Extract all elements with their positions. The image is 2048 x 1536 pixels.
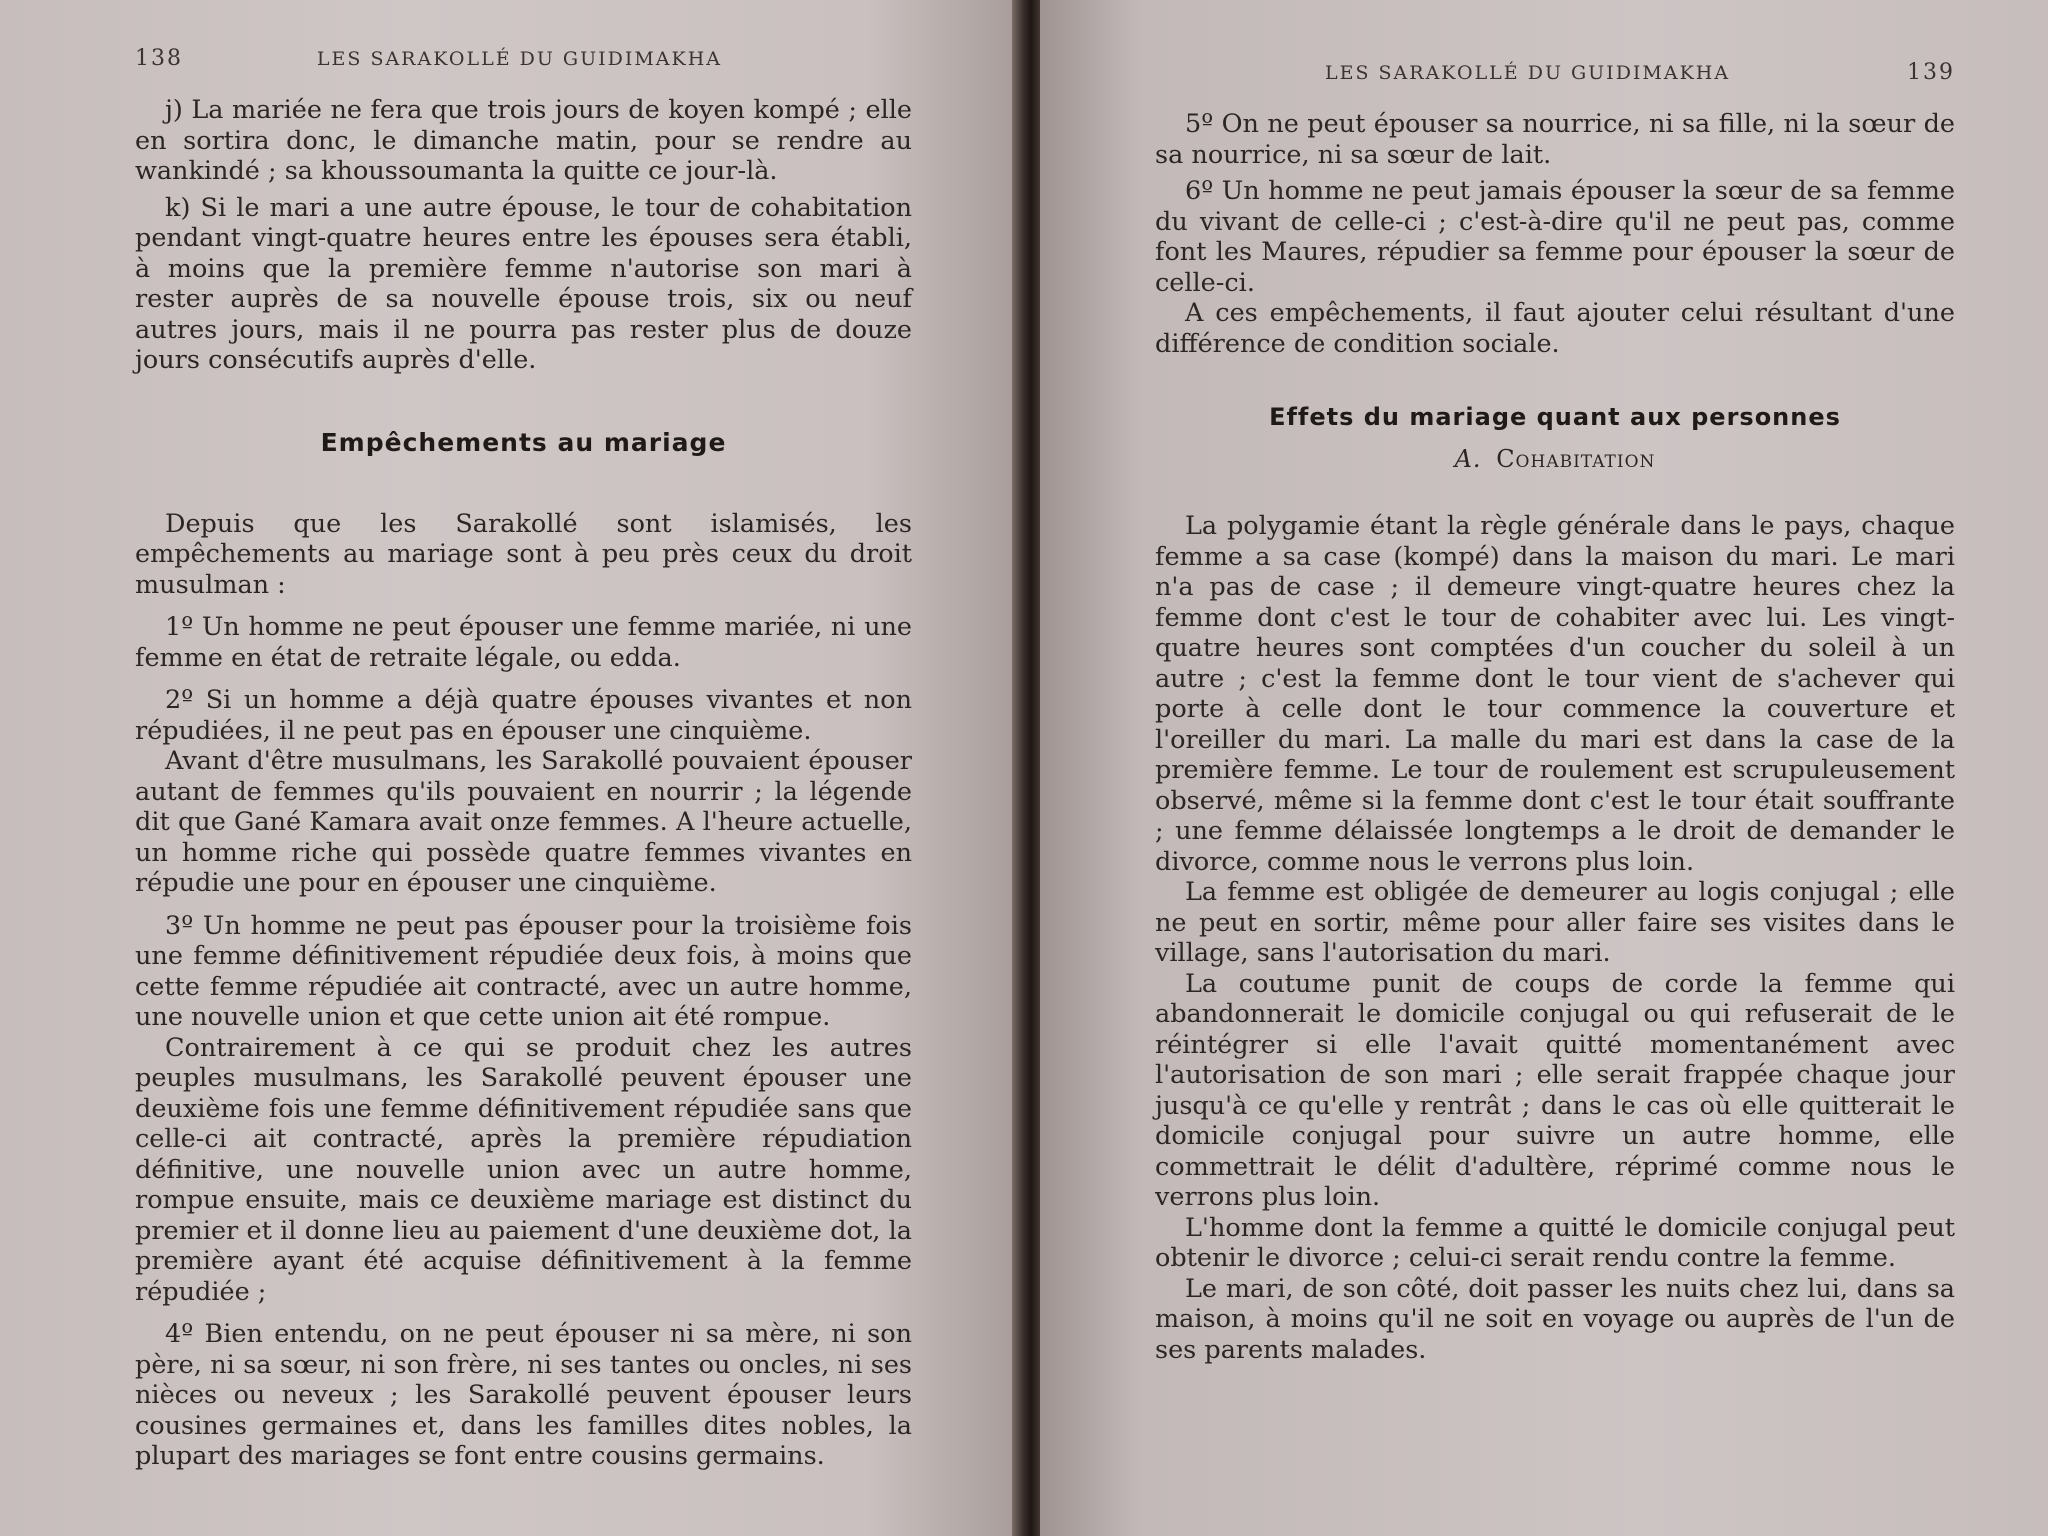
right-page	[1040, 0, 2048, 1536]
paragraph: La femme est obligée de demeurer au logis conjugal ; elle ne peut en sortir, même pour aller faire ses visites dans le village, sans l'autorisation du mari.	[1155, 877, 1955, 968]
section-heading: Empêchements au mariage	[320, 427, 727, 457]
right-page-number: 139	[1907, 60, 1955, 85]
subsection-letter: A.	[1454, 445, 1482, 473]
left-page	[0, 0, 1022, 1536]
paragraph: Contrairement à ce qui se produit chez les autres peuples musulmans, les Sarakollé peuvent épouser une deuxième fois une femme définitivement répudiée sans que celle-ci ait contracté, après la première répudiation définitive, une nouvelle union avec un autre homme, rompue ensuite, mais ce deuxième mariage est distinct du premier et il donne lieu au paiement d'une deuxième dot, la première ayant été acquise définitivement à la femme répudiée ;	[135, 1032, 912, 1307]
paragraph: La coutume punit de coups de corde la femme qui abandonnerait le domicile conjugal ou qui refuserait de le réintégrer si elle l'avait quitté momentanément avec l'autorisation de son mari ; elle serait frappée chaque jour jusqu'à ce qu'elle y rentrât ; dans le cas où elle quitterait le domicile conjugal pour suivre un autre homme, elle commettrait le délit d'adultère, réprimé comme nous le verrons plus loin.	[1155, 968, 1955, 1212]
section-heading: Effets du mariage quant aux personnes	[1269, 403, 1841, 431]
paragraph: j) La mariée ne fera que trois jours de koyen kompé ; elle en sortira donc, le dimanche matin, pour se rendre au wankindé ; sa khoussoumanta la quitte ce jour-là.	[135, 95, 912, 186]
paragraph: Depuis que les Sarakollé sont islamisés, les empêchements au mariage sont à peu près ceux du droit musulman :	[135, 508, 912, 600]
paragraph: 4º Bien entendu, on ne peut épouser ni sa mère, ni son père, ni sa sœur, ni son frère, ni ses tantes ou oncles, ni ses nièces ou neveux ; les Sarakollé peuvent épouser leurs cousines germaines et, dans les familles dites nobles, la plupart des mariages se font entre cousins germains.	[135, 1319, 912, 1471]
left-running-title: LES SARAKOLLÉ DU GUIDIMAKHA	[316, 48, 722, 70]
right-running-title: LES SARAKOLLÉ DU GUIDIMAKHA	[1325, 62, 1731, 84]
left-running-head	[135, 46, 912, 71]
paragraph: 3º Un homme ne peut pas épouser pour la troisième fois une femme définitivement répudiée deux fois, à moins que cette femme répudiée ait contracté, avec un autre homme, une nouvelle union et que cette union ait été rompue.	[135, 910, 912, 1032]
subsection-heading	[1155, 445, 1955, 473]
paragraph: Avant d'être musulmans, les Sarakollé pouvaient épouser autant de femmes qu'ils pouvaient en nourrir ; la légende dit que Gané Kamara avait onze femmes. A l'heure actuelle, un homme riche qui possède quatre femmes vivantes en répudie une pour en épouser une cinquième.	[135, 746, 912, 898]
paragraph: 5º On ne peut épouser sa nourrice, ni sa fille, ni la sœur de sa nourrice, ni sa sœur de lait.	[1155, 109, 1955, 170]
paragraph: A ces empêchements, il faut ajouter celui résultant d'une différence de condition sociale.	[1155, 298, 1955, 359]
right-running-head	[1155, 60, 1955, 85]
paragraph: 1º Un homme ne peut épouser une femme mariée, ni une femme en état de retraite légale, ou edda.	[135, 612, 912, 673]
paragraph: k) Si le mari a une autre épouse, le tour de cohabitation pendant vingt-quatre heures entre les épouses sera établi, à moins que la première femme n'autorise son mari à rester auprès de sa nouvelle épouse trois, six ou neuf autres jours, mais il ne pourra pas rester plus de douze jours consécutifs auprès d'elle.	[135, 192, 912, 375]
paragraph: La polygamie étant la règle générale dans le pays, chaque femme a sa case (kompé) dans la maison du mari. Le mari n'a pas de case ; il demeure vingt-quatre heures chez la femme dont c'est le tour de cohabiter avec lui. Les vingt-quatre heures sont comptées d'un coucher du soleil à un autre ; c'est la femme dont le tour vient de s'achever qui porte à celle dont le tour commence la couverture et l'oreiller du mari. La malle du mari est dans la case de la première femme. Le tour de roulement est scrupuleusement observé, même si la femme dont c'est le tour était souffrante ; une femme délaissée longtemps a le droit de demander le divorce, comme nous le verrons plus loin.	[1155, 511, 1955, 877]
subsection-title: Cohabitation	[1496, 445, 1656, 473]
paragraph: 2º Si un homme a déjà quatre épouses vivantes et non répudiées, il ne peut pas en épouser une cinquième.	[135, 685, 912, 746]
left-page-number: 138	[135, 46, 183, 71]
paragraph: Le mari, de son côté, doit passer les nuits chez lui, dans sa maison, à moins qu'il ne soit en voyage ou auprès de l'un de ses parents malades.	[1155, 1273, 1955, 1365]
paragraph: L'homme dont la femme a quitté le domicile conjugal peut obtenir le divorce ; celui-ci serait rendu contre la femme.	[1155, 1212, 1955, 1273]
paragraph: 6º Un homme ne peut jamais épouser la sœur de sa femme du vivant de celle-ci ; c'est-à-dire qu'il ne peut pas, comme font les Maures, répudier sa femme pour épouser la sœur de celle-ci.	[1155, 176, 1955, 298]
